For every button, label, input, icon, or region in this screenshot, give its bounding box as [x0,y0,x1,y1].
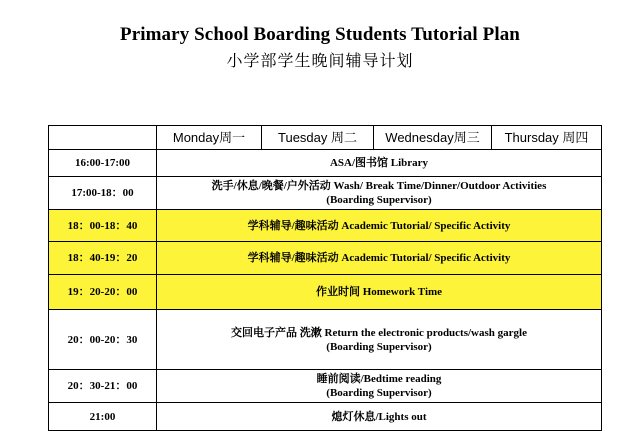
table-row [49,403,602,431]
time-cell: 19：20-20：00 [49,275,157,310]
tutorial-plan-table [48,125,602,431]
activity-line: 学科辅导/趣味活动 Academic Tutorial/ Specific Activity [247,252,511,264]
table-row-highlighted [49,242,602,275]
activity-line: 熄灯休息/Lights out [331,410,427,423]
supervisor-line: (Boarding Supervisor) [326,387,432,399]
activity-cell [157,242,602,275]
time-cell: 21:00 [49,403,157,431]
table-header-row [49,126,602,150]
activity-line: 交回电子产品 洗漱 Return the electronic products/wash gargle [231,326,527,339]
time-cell: 16:00-17:00 [49,150,157,177]
activity-line: 学科辅导/趣味活动 Academic Tutorial/ Specific Activity [247,219,511,232]
activity-line: 洗手/休息/晚餐/户外活动 Wash/ Break Time/Dinner/Outdoor Activities [211,180,547,192]
activity-line: 作业时间 Homework Time [315,286,443,298]
header-corner-cell [49,126,157,150]
time-cell: 17:00-18：00 [49,177,157,210]
supervisor-line: (Boarding Supervisor) [326,340,432,353]
activity-line: 睡前阅读/Bedtime reading [316,373,442,385]
supervisor-line: (Boarding Supervisor) [326,194,432,206]
activity-cell [157,210,602,242]
activity-line: ASA/图书馆 Library [329,157,429,169]
activity-cell [157,150,602,177]
header-day-wednesday: Wednesday周三 [374,126,492,150]
activity-cell [157,403,602,431]
header-day-thursday: Thursday 周四 [492,126,602,150]
time-cell: 18：40-19：20 [49,242,157,275]
table-row [49,177,602,210]
header-day-tuesday: Tuesday 周二 [262,126,374,150]
table-row-highlighted [49,275,602,310]
page-title: Primary School Boarding Students Tutorial Plan [120,24,520,45]
activity-cell [157,370,602,403]
time-cell: 20：00-20：30 [49,310,157,370]
header-day-monday: Monday周一 [157,126,262,150]
activity-cell [157,275,602,310]
activity-cell [157,177,602,210]
time-cell: 20：30-21：00 [49,370,157,403]
table-row [49,150,602,177]
page-subtitle: 小学部学生晚间辅导计划 [226,51,414,70]
table-row-highlighted [49,210,602,242]
activity-cell [157,310,602,370]
table-row [49,370,602,403]
time-cell: 18：00-18：40 [49,210,157,242]
table-row [49,310,602,370]
